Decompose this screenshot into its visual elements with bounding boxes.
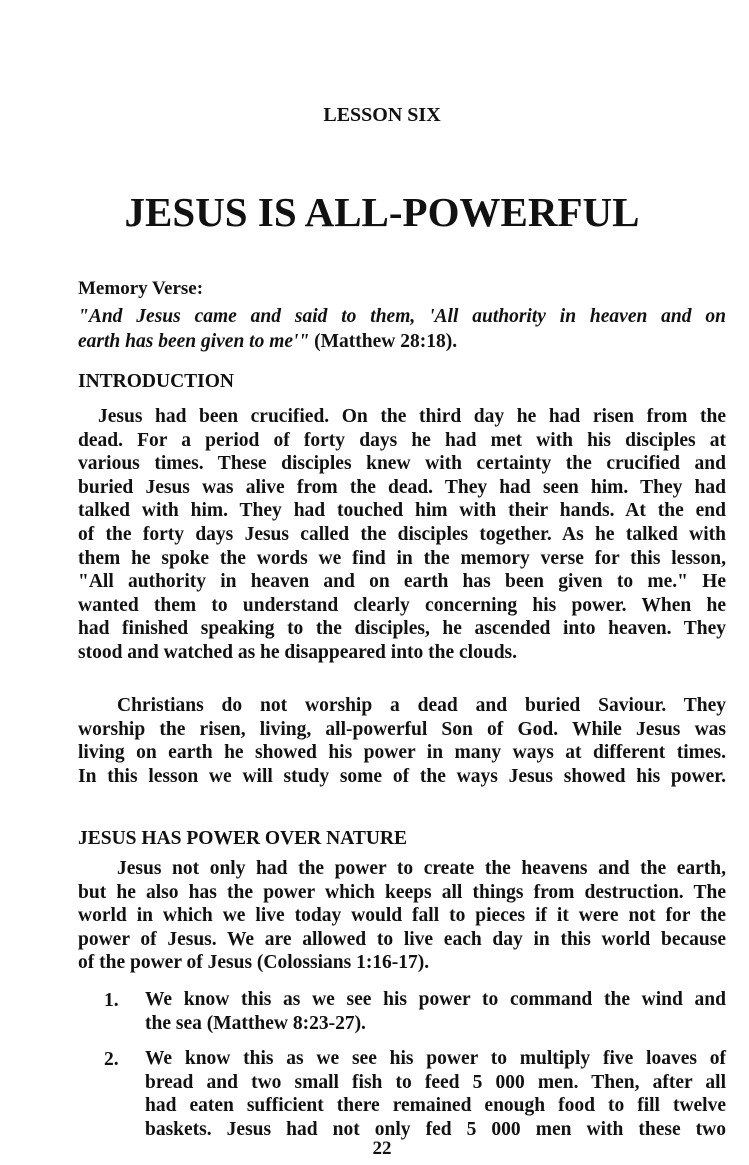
list-number: 2.	[104, 1049, 119, 1071]
section-heading-introduction: INTRODUCTION	[78, 371, 235, 392]
text-line: them he spoke the words we find in the memory verse for this lesson,	[78, 547, 726, 569]
text-line: dead. For a period of forty days he had met with his disciples at	[78, 429, 726, 451]
page-title: JESUS IS ALL-POWERFUL	[124, 189, 640, 235]
memory-verse-label: Memory Verse:	[78, 278, 204, 299]
list-number: 1.	[104, 990, 119, 1011]
text-line: various times. These disciples knew with certainty the crucified and	[78, 453, 726, 475]
text-line: talked with him. They had touched him with their hands. At the end	[78, 500, 726, 522]
text-line: "All authority in heaven and on earth has been given to me." He	[78, 571, 726, 593]
text-line: stood and watched as he disappeared into the clouds.	[78, 642, 518, 663]
text-line: of the forty days Jesus called the disciples together. As he talked with	[78, 524, 726, 545]
text-line: wanted them to understand clearly concerning his power. When he	[78, 594, 726, 616]
text-line: but he also has the power which keeps all things from destruction. The	[78, 881, 726, 903]
section-heading-nature: JESUS HAS POWER OVER NATURE	[78, 828, 408, 849]
text-line: baskets. Jesus had not only fed 5 000 men with these two	[145, 1119, 726, 1140]
text-line: Jesus not only had the power to create the heavens and the earth,	[117, 858, 726, 879]
text-line: power of Jesus. We are allowed to live each day in this world because	[78, 928, 726, 950]
text-line: Christians do not worship a dead and buried Saviour. They	[117, 695, 726, 716]
text-line: of the power of Jesus (Colossians 1:16-17).	[78, 952, 430, 974]
text-line: In this lesson we will study some of the ways Jesus showed his power.	[78, 765, 726, 787]
verse-reference: (Matthew 28:18).	[309, 331, 458, 352]
lesson-label: LESSON SIX	[323, 104, 441, 126]
text-line: worship the risen, living, all-powerful Son of God. While Jesus was	[78, 718, 726, 740]
verse-text: earth has been given to me'"	[78, 331, 310, 352]
memory-verse-line1	[78, 306, 726, 328]
verse-text: "And Jesus came and said to them, 'All authority in heaven and on	[78, 306, 726, 327]
text-line: had finished speaking to the disciples, he ascended into heaven. They	[78, 618, 726, 640]
text-line: had eaten sufficient there remained enough food to fill twelve	[145, 1095, 726, 1117]
text-line: Jesus had been crucified. On the third day he had risen from the	[98, 406, 726, 427]
memory-verse-line2	[78, 331, 726, 353]
text-line: We know this as we see his power to multiply five loaves of	[145, 1048, 726, 1070]
text-line: the sea (Matthew 8:23-27).	[145, 1012, 366, 1034]
page-number: 22	[372, 1138, 392, 1159]
text-line: bread and two small fish to feed 5 000 men. Then, after all	[145, 1071, 726, 1093]
text-line: We know this as we see his power to command the wind and	[145, 989, 726, 1010]
text-line: living on earth he showed his power in many ways at different times.	[78, 742, 726, 764]
text-line: world in which we live today would fall to pieces if it were not for the	[78, 905, 726, 927]
text-line: buried Jesus was alive from the dead. They had seen him. They had	[78, 476, 726, 498]
